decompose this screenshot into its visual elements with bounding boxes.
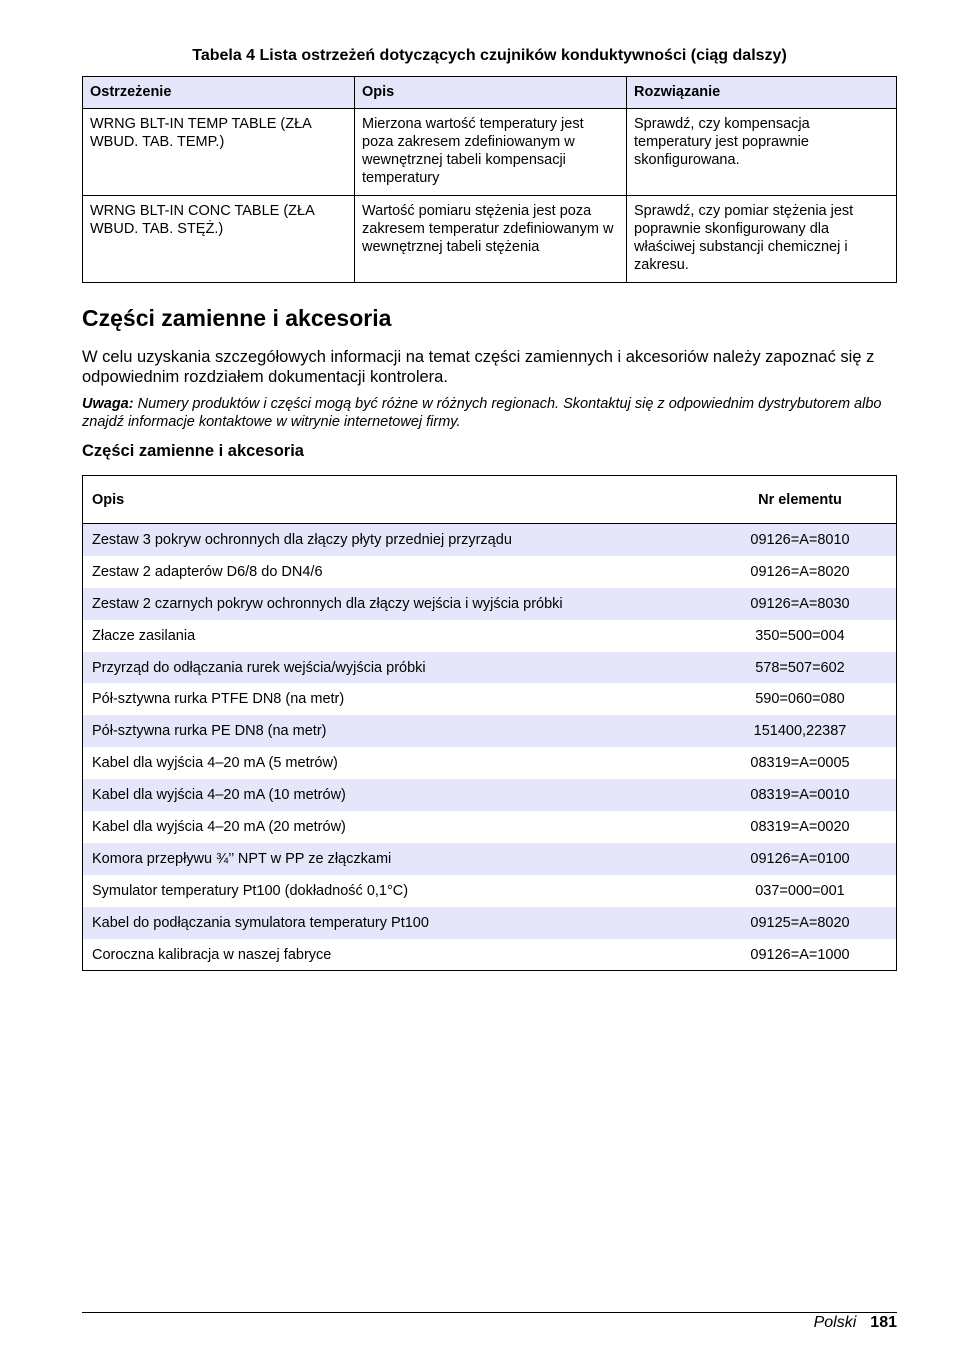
description-cell: Wartość pomiaru stężenia jest poza zakresem temperatur zdefiniowanym w wewnętrznej tabeli stężenia xyxy=(355,196,627,283)
column-header: Nr elementu xyxy=(758,491,842,508)
part-number: 09126=A=8010 xyxy=(750,531,850,548)
part-number: 09126=A=1000 xyxy=(750,946,850,963)
note-label: Uwaga: xyxy=(82,396,134,412)
part-description: Kabel dla wyjścia 4–20 mA (20 metrów) xyxy=(92,818,346,835)
part-description: Kabel dla wyjścia 4–20 mA (5 metrów) xyxy=(92,755,338,772)
part-description: Złacze zasilania xyxy=(92,627,196,644)
table-row xyxy=(83,875,896,907)
table-caption: Tabela 4 Lista ostrzeżeń dotyczących czujników konduktywności (ciąg dalszy) xyxy=(192,47,787,64)
table-header-row xyxy=(83,77,897,109)
part-description: Coroczna kalibracja w naszej fabryce xyxy=(92,946,332,963)
warnings-table xyxy=(82,76,897,283)
warning-cell: WRNG BLT-IN CONC TABLE (ZŁA WBUD. TAB. STĘŻ.) xyxy=(83,196,355,283)
column-header: Opis xyxy=(355,77,627,109)
column-header: Ostrzeżenie xyxy=(83,77,355,109)
table-row xyxy=(83,556,896,588)
subsection-title: Części zamienne i akcesoria xyxy=(82,442,304,460)
table-row xyxy=(83,652,896,684)
page-number: 181 xyxy=(870,1314,897,1331)
part-number: 09126=A=8020 xyxy=(750,563,850,580)
column-header: Rozwiązanie xyxy=(627,77,897,109)
table-row xyxy=(83,683,896,715)
part-number: 08319=A=0010 xyxy=(750,787,850,804)
part-description: Zestaw 3 pokryw ochronnych dla złączy płyty przedniej przyrządu xyxy=(92,531,512,548)
table-row xyxy=(83,907,896,939)
part-description: Przyrząd do odłączania rurek wejścia/wyjścia próbki xyxy=(92,659,426,676)
part-number: 578=507=602 xyxy=(755,659,845,676)
part-description: Pół-sztywna rurka PE DN8 (na metr) xyxy=(92,723,327,740)
part-description: Zestaw 2 czarnych pokryw ochronnych dla złączy wejścia i wyjścia próbki xyxy=(92,595,563,612)
table-row xyxy=(83,843,896,875)
solution-cell: Sprawdź, czy kompensacja temperatury jest poprawnie skonfigurowana. xyxy=(627,109,897,196)
parts-table xyxy=(82,475,897,971)
body-paragraph: W celu uzyskania szczegółowych informacji na temat części zamiennych i akcesoriów należy zapoznać się z odpowiednim rozdziałem dokumentacji kontrolera. xyxy=(82,348,875,386)
table-row xyxy=(83,779,896,811)
part-number: 09126=A=0100 xyxy=(750,850,850,867)
part-description: Kabel do podłączania symulatora temperatury Pt100 xyxy=(92,914,429,931)
part-number: 350=500=004 xyxy=(755,627,845,644)
table-row xyxy=(83,588,896,620)
table-row xyxy=(83,109,897,196)
part-number: 037=000=001 xyxy=(755,882,845,899)
column-header: Opis xyxy=(92,491,125,508)
part-number: 09126=A=8030 xyxy=(750,595,850,612)
part-description: Zestaw 2 adapterów D6/8 do DN4/6 xyxy=(92,563,323,580)
note xyxy=(82,395,897,431)
part-number: 08319=A=0005 xyxy=(750,755,850,772)
warning-cell: WRNG BLT-IN TEMP TABLE (ZŁA WBUD. TAB. TEMP.) xyxy=(83,109,355,196)
table-header-row xyxy=(83,476,896,524)
section-title: Części zamienne i akcesoria xyxy=(82,305,392,331)
part-number: 590=060=080 xyxy=(755,691,845,708)
table-row xyxy=(83,524,896,556)
part-description: Kabel dla wyjścia 4–20 mA (10 metrów) xyxy=(92,787,346,804)
part-description: Symulator temperatury Pt100 (dokładność 0,1°C) xyxy=(92,882,409,899)
table-row xyxy=(83,715,896,747)
part-number: 151400,22387 xyxy=(753,723,847,740)
note-text: Numery produktów i części mogą być różne w różnych regionach. Skontaktuj się z odpowiednim dystrybutorem albo znajdź informacje kontaktowe w witrynie internetowej firmy. xyxy=(82,396,882,430)
description-cell: Mierzona wartość temperatury jest poza zakresem zdefiniowanym w wewnętrznej tabeli kompensacji temperatury xyxy=(355,109,627,196)
table-row xyxy=(83,196,897,283)
part-number: 09125=A=8020 xyxy=(750,914,850,931)
solution-cell: Sprawdź, czy pomiar stężenia jest poprawnie skonfigurowany dla właściwej substancji chemicznej i zakresu. xyxy=(627,196,897,283)
table-row xyxy=(83,620,896,652)
table-row xyxy=(83,939,896,971)
table-row xyxy=(83,747,896,779)
page-footer xyxy=(82,1312,897,1333)
table-row xyxy=(83,811,896,843)
part-description: Pół-sztywna rurka PTFE DN8 (na metr) xyxy=(92,691,345,708)
part-description: Komora przepływu ¾’’ NPT w PP ze złączkami xyxy=(92,850,392,867)
part-number: 08319=A=0020 xyxy=(750,818,850,835)
footer-language: Polski xyxy=(813,1314,857,1331)
